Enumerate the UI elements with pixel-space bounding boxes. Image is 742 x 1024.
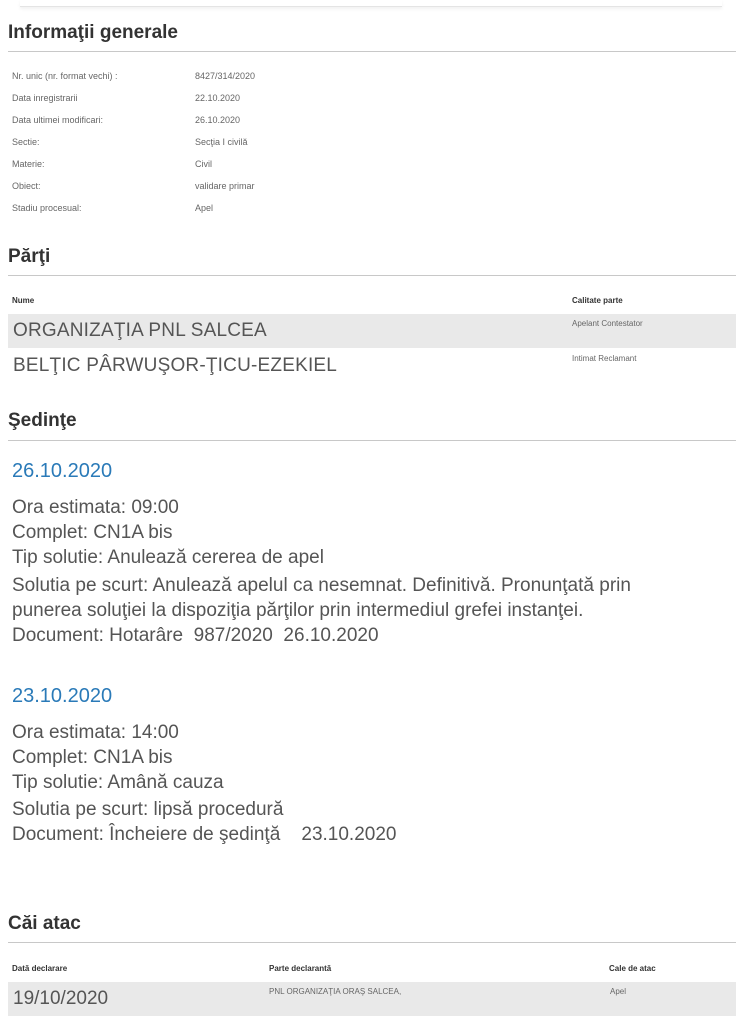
general-info-divider xyxy=(8,51,736,52)
info-label: Stadiu procesual: xyxy=(12,203,82,213)
party-name: ORGANIZAŢIA PNL SALCEA xyxy=(13,320,267,341)
info-value: Apel xyxy=(195,203,214,213)
parties-col-name: Nume xyxy=(12,296,35,305)
hearing-panel: Complet: CN1A bis xyxy=(12,747,173,768)
info-row xyxy=(12,115,412,137)
hearing-solution-type: Tip solutie: Anulează cererea de apel xyxy=(12,547,324,568)
info-value: 26.10.2020 xyxy=(195,115,241,125)
hearing-document: Document: Încheiere de şedinţă 23.10.2020 xyxy=(12,824,397,845)
hearings-divider xyxy=(8,440,736,441)
info-label: Data inregistrarii xyxy=(12,93,78,103)
info-label: Data ultimei modificari: xyxy=(12,115,104,125)
hearing-panel: Complet: CN1A bis xyxy=(12,522,173,543)
hearing-estimated-time: Ora estimata: 14:00 xyxy=(12,722,179,743)
info-label: Nr. unic (nr. format vechi) : xyxy=(12,71,118,81)
hearing-solution-summary: Solutia pe scurt: Anulează apelul ca nesemnat. Definitivă. Pronunţată prin xyxy=(12,575,631,596)
hearing-solution-type: Tip solutie: Amână cauza xyxy=(12,772,224,793)
party-name: BELŢIC PÂRWUŞOR-ŢICU-EZEKIEL xyxy=(13,355,338,376)
info-value: Secţia I civilă xyxy=(195,137,248,147)
info-value: validare primar xyxy=(195,181,255,191)
info-row xyxy=(12,159,412,181)
hearing-date: 26.10.2020 xyxy=(12,460,113,482)
info-label: Obiect: xyxy=(12,181,41,191)
hearings-title: Şedinţe xyxy=(8,410,77,431)
parties-col-role: Calitate parte xyxy=(572,296,623,305)
appeal-party: PNL ORGANIZAŢIA ORAŞ SALCEA, xyxy=(269,987,402,996)
appeals-col-type: Cale de atac xyxy=(609,964,656,973)
party-row xyxy=(8,314,736,348)
hearing-document: Document: Hotarâre 987/2020 26.10.2020 xyxy=(12,625,379,646)
appeals-col-date: Dată declarare xyxy=(12,964,68,973)
hearing-estimated-time: Ora estimata: 09:00 xyxy=(12,497,179,518)
info-value: 8427/314/2020 xyxy=(195,71,256,81)
appeals-title: Căi atac xyxy=(8,913,81,934)
appeal-type: Apel xyxy=(610,987,627,996)
appeals-divider xyxy=(8,942,736,943)
info-label: Materie: xyxy=(12,159,45,169)
appeals-col-party: Parte declarantă xyxy=(269,964,332,973)
party-role: Apelant Contestator xyxy=(572,319,643,328)
info-row xyxy=(12,181,412,203)
party-role: Intimat Reclamant xyxy=(572,354,637,363)
top-card-edge xyxy=(20,0,722,7)
info-value: Civil xyxy=(195,159,212,169)
appeal-date: 19/10/2020 xyxy=(13,988,109,1009)
appeal-row xyxy=(8,982,736,1016)
parties-divider xyxy=(8,275,736,276)
info-row xyxy=(12,137,412,159)
party-row xyxy=(8,349,736,383)
general-info-title: Informaţii generale xyxy=(8,22,178,43)
info-row xyxy=(12,93,412,115)
info-label: Sectie: xyxy=(12,137,40,147)
info-value: 22.10.2020 xyxy=(195,93,241,103)
info-row xyxy=(12,203,412,225)
parties-title: Părţi xyxy=(8,246,51,267)
hearing-date: 23.10.2020 xyxy=(12,685,113,707)
hearing-solution-summary: Solutia pe scurt: lipsă procedură xyxy=(12,799,284,820)
hearing-solution-summary-cont: punerea soluţiei la dispoziţia părţilor prin intermediul grefei instanţei. xyxy=(12,600,584,621)
info-row xyxy=(12,71,412,93)
